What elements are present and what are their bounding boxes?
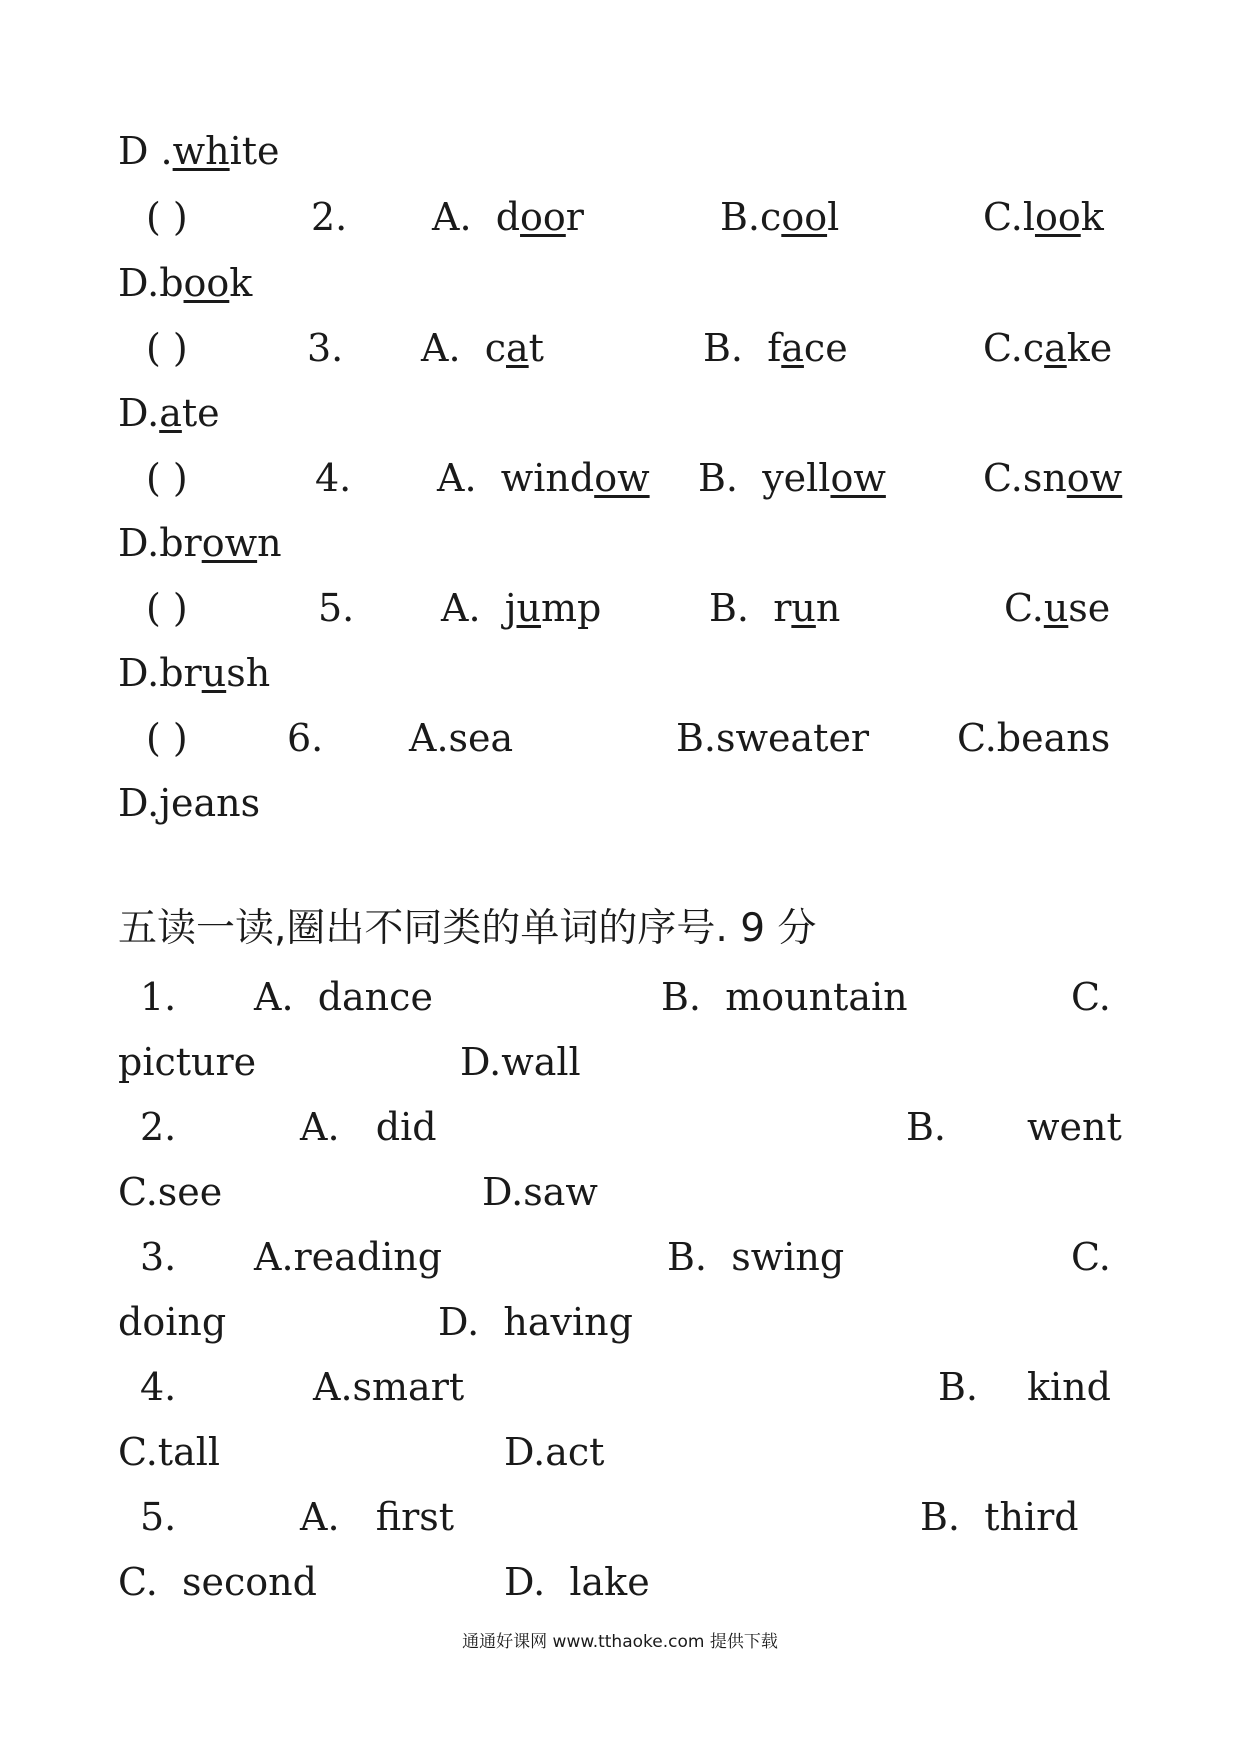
- q5-1-option-c-label: C.: [1071, 975, 1111, 1019]
- q4-3-option-c: C.cake: [983, 326, 1113, 370]
- q4-4-option-d: D.brown: [118, 521, 282, 565]
- q4-6-option-c: C.beans: [957, 716, 1111, 760]
- answer-paren[interactable]: ( ): [146, 195, 188, 239]
- q5-1-option-d: D.wall: [460, 1040, 581, 1084]
- q4-2-option-c: C.look: [983, 195, 1104, 239]
- q5-2-option-d: D.saw: [482, 1170, 598, 1214]
- answer-paren[interactable]: ( ): [146, 716, 188, 760]
- q5-2-option-b: went: [1027, 1105, 1122, 1149]
- q4-3-option-a: A. cat: [421, 326, 544, 370]
- question-number: 5.: [318, 586, 355, 630]
- q4-3-option-d: D.ate: [118, 391, 220, 435]
- q5-5-option-a: A. first: [300, 1495, 455, 1539]
- q5-3-option-a: A.reading: [254, 1235, 443, 1279]
- q4-2-option-d: D.book: [118, 261, 253, 305]
- section-heading: 五读一读,圈出不同类的单词的序号. 9 分: [118, 906, 817, 951]
- question-number: 2.: [140, 1105, 177, 1149]
- answer-paren[interactable]: ( ): [146, 586, 188, 630]
- q5-4-option-a: A.smart: [313, 1365, 465, 1409]
- q5-3-option-b: B. swing: [667, 1235, 845, 1279]
- question-number: 4.: [315, 456, 352, 500]
- question-number: 3.: [307, 326, 344, 370]
- question-number: 4.: [140, 1365, 177, 1409]
- q5-4-option-b-label: B.: [938, 1365, 979, 1409]
- footer-text: 通通好课网 www.tthaoke.com 提供下载: [462, 1632, 778, 1652]
- q4-5-option-b: B. run: [709, 586, 841, 630]
- q5-2-option-c: C.see: [118, 1170, 223, 1214]
- question-number: 1.: [140, 975, 177, 1019]
- q5-2-option-b-label: B.: [906, 1105, 947, 1149]
- q4-2-option-b: B.cool: [720, 195, 840, 239]
- q5-1-option-b: B. mountain: [661, 975, 908, 1019]
- question-number: 5.: [140, 1495, 177, 1539]
- q4-4-option-b: B. yellow: [698, 456, 886, 500]
- q4-2-option-a: A. door: [432, 195, 584, 239]
- q4-6-option-a: A.sea: [409, 716, 514, 760]
- answer-paren[interactable]: ( ): [146, 456, 188, 500]
- q4-5-option-d: D.brush: [118, 651, 271, 695]
- q5-3-option-c: doing: [118, 1300, 227, 1344]
- q4-3-option-b: B. face: [703, 326, 848, 370]
- q5-5-option-c: C. second: [118, 1560, 317, 1604]
- q5-5-option-d: D. lake: [504, 1560, 650, 1604]
- q5-1-option-c: picture: [118, 1040, 257, 1084]
- q4-4-option-a: A. window: [437, 456, 650, 500]
- q5-2-option-a: A. did: [300, 1105, 437, 1149]
- q4-6-option-b: B.sweater: [676, 716, 870, 760]
- question-number: 3.: [140, 1235, 177, 1279]
- answer-paren[interactable]: ( ): [146, 326, 188, 370]
- question-number: 2.: [311, 195, 348, 239]
- q5-4-option-d: D.act: [504, 1430, 605, 1474]
- q5-1-option-a: A. dance: [254, 975, 433, 1019]
- q5-5-option-b: B. third: [920, 1495, 1079, 1539]
- q5-3-option-c-label: C.: [1071, 1235, 1111, 1279]
- q5-4-option-b: kind: [1027, 1365, 1111, 1409]
- q4-4-option-c: C.snow: [983, 456, 1123, 500]
- q4-5-option-c: C.use: [1004, 586, 1111, 630]
- question-number: 6.: [287, 716, 324, 760]
- q5-4-option-c: C.tall: [118, 1430, 221, 1474]
- q5-3-option-d: D. having: [438, 1300, 633, 1344]
- q4-6-option-d: D.jeans: [118, 781, 261, 825]
- q4-5-option-a: A. jump: [441, 586, 602, 630]
- q4-1-option-d: D .white: [118, 129, 280, 173]
